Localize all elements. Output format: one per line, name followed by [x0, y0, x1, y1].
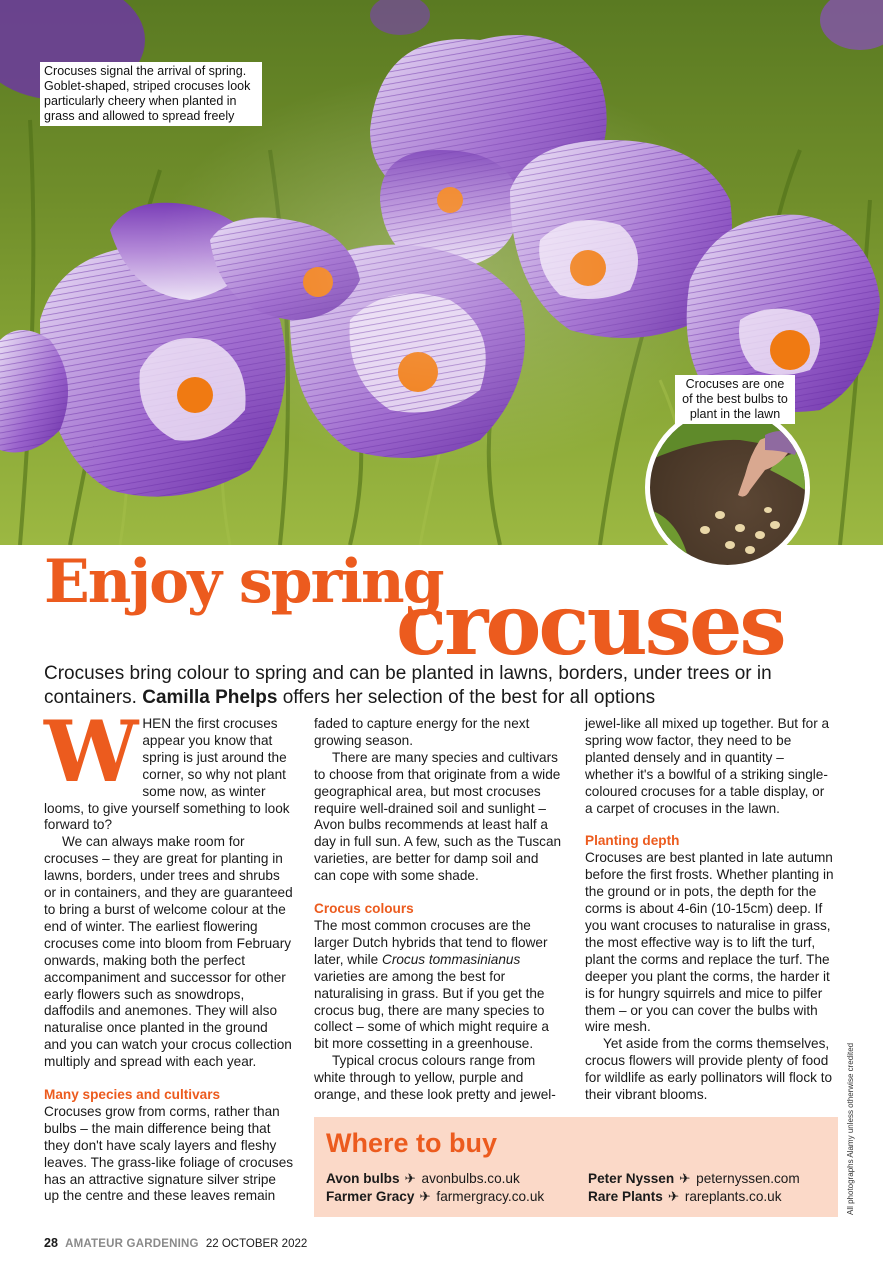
- standfirst: [44, 662, 844, 710]
- paragraph-continued: jewel-like all mixed up together. But for a spring wow factor, they need to be planted densely and in quantity – whether it's a bowlful of a striking single-coloured crocuses for a table display, or a carpet of crocuses in the lawn.: [585, 716, 830, 816]
- shop-item[interactable]: Avon bulbs ✈︎ avonbulbs.co.uk: [326, 1171, 520, 1186]
- shop-list: [326, 1171, 836, 1205]
- paragraph: Crocuses grow from corms, rather than bulbs – the main difference being that they don't have scaly layers and fleshy leaves. The grass-like foliage of crocuses has an attractive signature silver stripe up the centre and these leaves remain: [44, 1103, 294, 1204]
- author-name: Camilla Phelps: [142, 687, 278, 708]
- magazine-name: AMATEUR GARDENING: [65, 1238, 199, 1250]
- paragraph: Typical crocus colours range from white through to yellow, purple and orange, and these look pretty and jewel-: [314, 1053, 556, 1103]
- article-column-3: [585, 716, 835, 1104]
- standfirst-outro: offers her selection of the best for all options: [282, 687, 656, 708]
- headline-line-2: crocuses: [396, 575, 784, 674]
- inset-photo-planting: [645, 405, 810, 570]
- photo-credit: All photographs Alamy unless otherwise credited: [846, 1042, 855, 1215]
- drop-cap: W: [44, 702, 135, 801]
- article-column-2: [314, 716, 564, 1103]
- subheading-depth: Planting depth: [585, 833, 680, 849]
- subheading-colours: Crocus colours: [314, 901, 414, 917]
- paragraph-continued: faded to capture energy for the next growing season.: [314, 716, 530, 748]
- paragraph: Crocuses are best planted in late autumn before the first frosts. Whether planting in the ground or in pots, the depth for the corms is about 4-6in (10-15cm) deep. If you want crocuses to naturalise in grass, the most effective way is to lift the turf, plant the corms and replace the turf. The deeper you plant the corms, the harder it is for hungry squirrels and mice to pilfer them – or you can cover the bulbs with wire mesh.: [585, 850, 834, 1035]
- article-column-1: [44, 702, 294, 1205]
- paragraph: The most common crocuses are the larger Dutch hybrids that tend to flower later, while Crocus tommasinianus varieties are among the best for naturalising in grass. But if you get the crocus bug, there are many species to collect – some of which might require a bit more cossetting in a greenhouse.: [314, 917, 549, 1052]
- issue-date: 22 OCTOBER 2022: [205, 1238, 308, 1250]
- photo-caption: Crocuses signal the arrival of spring. Goblet-shaped, striped crocuses look particularly cheery when planted in grass and allowed to spread freely: [40, 62, 262, 126]
- shop-url[interactable]: peternyssen.com: [696, 1171, 800, 1186]
- shop-url[interactable]: rareplants.co.uk: [684, 1189, 782, 1204]
- headline-line-1: Enjoy spring: [44, 547, 443, 617]
- page-footer: [44, 1236, 307, 1250]
- mouse-icon: ✈︎: [419, 1189, 431, 1204]
- mouse-icon: ✈︎: [667, 1189, 680, 1204]
- paragraph: There are many species and cultivars to choose from that originate from a wide geographical area, but most crocuses require well-drained soil and sunlight – Avon bulbs recommends at least half a day in full sun. A few, such as the Tuscan varieties, are better for damp soil and can cope with some shade.: [314, 749, 562, 884]
- shop-item[interactable]: Rare Plants ✈︎ rareplants.co.uk: [588, 1189, 782, 1204]
- standfirst-intro: Crocuses bring colour to spring and can be planted in lawns, borders, under trees or in containers.: [44, 663, 772, 708]
- where-to-buy-box: [314, 1117, 838, 1217]
- shop-item[interactable]: Farmer Gracy ✈︎ farmergracy.co.uk: [326, 1189, 545, 1204]
- paragraph: Yet aside from the corms themselves, crocus flowers will provide plenty of food for wildlife as early pollinators will flock to their vibrant blooms.: [585, 1036, 833, 1103]
- shop-url[interactable]: avonbulbs.co.uk: [421, 1171, 520, 1186]
- shop-url[interactable]: farmergracy.co.uk: [436, 1189, 545, 1204]
- mouse-icon: ✈︎: [404, 1171, 416, 1186]
- paragraph-intro: WHEN the first crocuses appear you know that spring is just around the corner, so why not plant some now, as winter looms, to give yourself something to look forward to?: [44, 702, 290, 833]
- mouse-icon: ✈︎: [679, 1171, 691, 1186]
- where-to-buy-title: Where to buy: [326, 1128, 498, 1158]
- page-number: 28: [44, 1236, 58, 1250]
- shop-item[interactable]: Peter Nyssen ✈︎ peternyssen.com: [588, 1171, 800, 1186]
- inset-caption: Crocuses are one of the best bulbs to plant in the lawn: [675, 375, 795, 424]
- paragraph: We can always make room for crocuses – they are great for planting in lawns, borders, under trees and shrubs or in containers, and they are guaranteed to bring a burst of welcome colour at the end of winter. The earliest flowering crocuses come into bloom from February onwards, making both the perfect accompaniment and successor for other early flowers such as snowdrops, daffodils and anemones. They will also naturalise once planted in the ground and you can watch your crocus collection multiply and spread with each year.: [44, 834, 293, 1070]
- subheading-species: Many species and cultivars: [44, 1087, 221, 1103]
